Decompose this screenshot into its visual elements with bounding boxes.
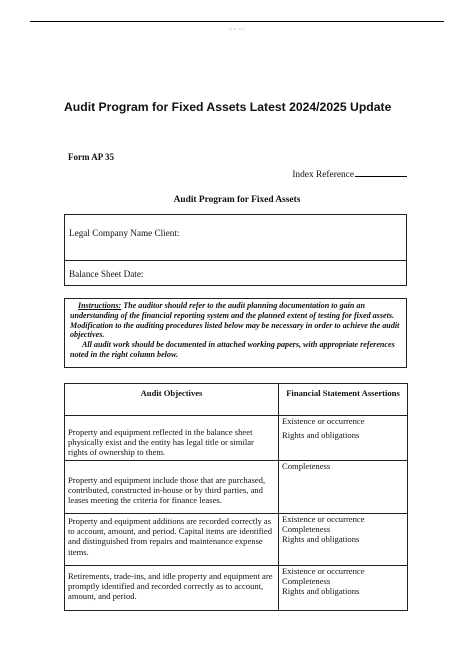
- objective-text: Property and equipment include those that are purchased, contributed, constructed in-house or by third parties, and leases meeting the criteria for finance leases.: [68, 475, 266, 506]
- index-reference-blank: [355, 176, 407, 177]
- assertions-cell: [279, 514, 408, 566]
- instructions-lead: Instructions:: [78, 301, 122, 310]
- objective-text: Property and equipment additions are recorded correctly as to account, amount, and period. Capital items are identified and distinguished from repairs and maintenance expense items.: [68, 516, 273, 557]
- assertion-item: Existence or occurrence: [282, 514, 365, 524]
- assertion-item: Existence or occurrence: [282, 566, 365, 576]
- index-reference-label: Index Reference: [292, 170, 354, 180]
- assertions-header: Financial Statement Assertions: [279, 384, 408, 416]
- company-name-label: Legal Company Name Client:: [69, 228, 180, 238]
- document-title: Audit Program for Fixed Assets Latest 2024/2025 Update: [64, 100, 392, 114]
- assertion-item: Rights and obligations: [282, 430, 360, 441]
- objective-cell: [65, 461, 279, 514]
- assertion-item: Completeness: [282, 576, 331, 587]
- audit-objectives-table: [64, 383, 408, 611]
- assertion-item: Rights and obligations: [282, 586, 360, 597]
- balance-sheet-date-label: Balance Sheet Date:: [69, 269, 144, 279]
- table-row: [65, 416, 408, 461]
- company-name-field: [65, 215, 406, 261]
- objective-cell: [65, 566, 279, 611]
- table-header-row: [65, 384, 408, 416]
- assertion-item: Rights and obligations: [282, 534, 360, 545]
- balance-sheet-date-field: [65, 261, 406, 279]
- form-number: Form AP 35: [68, 152, 114, 162]
- instructions-paragraph: [70, 301, 403, 340]
- instructions-box: [64, 298, 407, 368]
- assertions-cell: [279, 566, 408, 611]
- objective-text: Property and equipment reflected in the balance sheet physically exist and the entity has legal title or similar rights of ownership to them.: [68, 427, 254, 458]
- index-reference: [292, 170, 407, 180]
- assertions-cell: [279, 461, 408, 514]
- assertion-item: Completeness: [282, 524, 331, 535]
- instructions-text: The auditor should refer to the audit planning documentation to gain an understanding of the financial reporting system and the planned extent of testing for fixed assets. Modification to the auditing procedures listed below may be necessary in order to achieve the audit objectives.: [70, 301, 400, 340]
- assertion-item: Existence or occurrence: [282, 416, 365, 426]
- table-row: [65, 514, 408, 566]
- header-marks: ▪▪▪▪ ▪▪▪: [228, 27, 246, 31]
- table-row: [65, 566, 408, 611]
- table-row: [65, 461, 408, 514]
- section-title: Audit Program for Fixed Assets: [173, 195, 301, 205]
- objective-cell: [65, 416, 279, 461]
- header-rule: [30, 21, 444, 22]
- objective-text: Retirements, trade-ins, and idle property and equipment are promptly identified and recorded correctly as to account, amount, and period.: [68, 571, 273, 602]
- client-info-box: [64, 214, 407, 286]
- instructions-note: All audit work should be documented in attached working papers, with appropriate references noted in the right column below.: [70, 340, 395, 359]
- objective-cell: [65, 514, 279, 566]
- assertion-item: Completeness: [282, 461, 331, 471]
- assertions-cell: [279, 416, 408, 461]
- objectives-header: Audit Objectives: [65, 384, 279, 416]
